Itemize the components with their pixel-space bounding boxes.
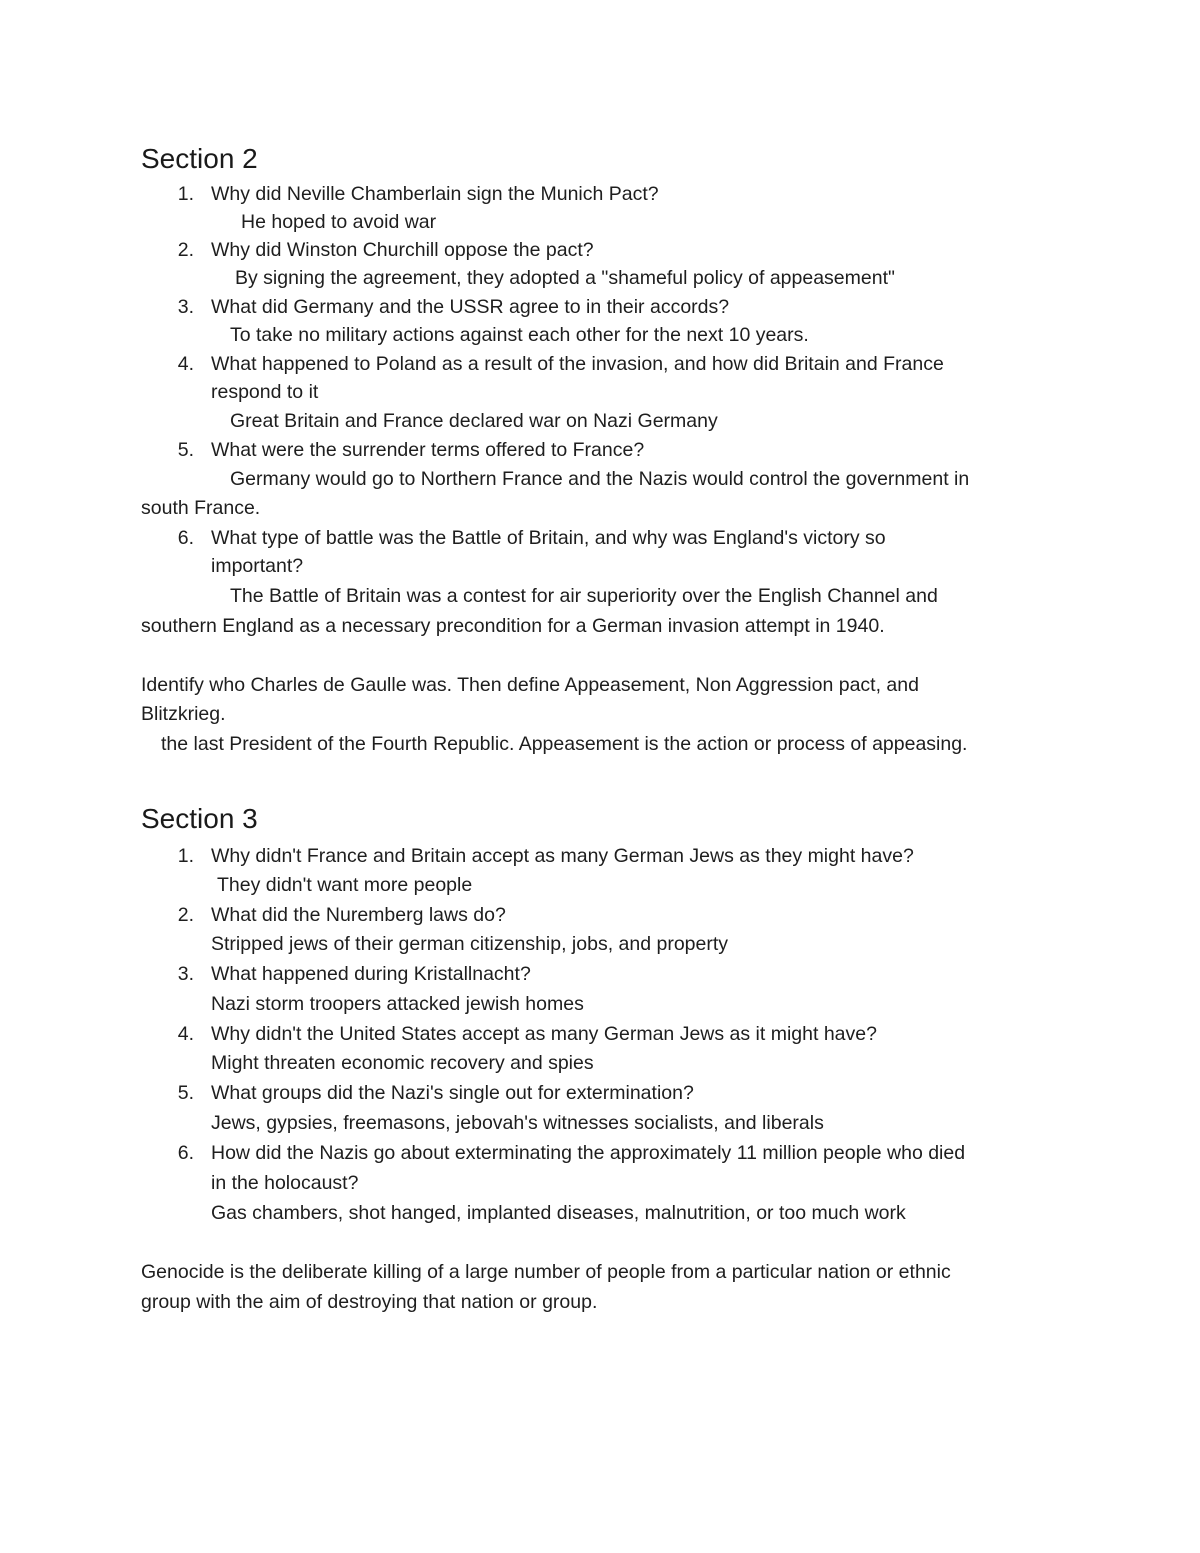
s3-q3-number: 3. <box>177 963 194 985</box>
s2-q2-answer: By signing the agreement, they adopted a "shameful policy of appeasement" <box>235 267 895 289</box>
s2-q2-number: 2. <box>177 239 194 261</box>
s3-q2-question: What did the Nuremberg laws do? <box>211 904 506 926</box>
s3-q4-answer: Might threaten economic recovery and spies <box>211 1052 594 1074</box>
s2-q4-question-line2: respond to it <box>211 381 319 403</box>
s3-q1-question: Why didn't France and Britain accept as many German Jews as they might have? <box>211 845 914 867</box>
section-3-title: Section 3 <box>141 803 258 834</box>
s2-q1-question: Why did Neville Chamberlain sign the Munich Pact? <box>211 183 659 205</box>
s2-q4-number: 4. <box>177 353 194 375</box>
s2-q2-question: Why did Winston Churchill oppose the pact? <box>211 239 594 261</box>
s3-q1-number: 1. <box>177 845 194 867</box>
s2-q4-question-line1: What happened to Poland as a result of the invasion, and how did Britain and France <box>211 353 944 375</box>
s2-q5-answer-line1: Germany would go to Northern France and the Nazis would control the government in <box>230 468 970 490</box>
s2-q4-answer: Great Britain and France declared war on Nazi Germany <box>230 410 718 432</box>
s3-q3-answer: Nazi storm troopers attacked jewish homes <box>211 993 584 1015</box>
s3-q6-number: 6. <box>177 1142 194 1164</box>
s3-q5-answer: Jews, gypsies, freemasons, jebovah's witnesses socialists, and liberals <box>211 1112 824 1134</box>
s2-q5-number: 5. <box>177 439 194 461</box>
section-2-title: Section 2 <box>141 143 258 174</box>
s3-q5-question: What groups did the Nazi's single out for extermination? <box>211 1082 694 1104</box>
s2-q1-number: 1. <box>177 183 194 205</box>
s3-q5-number: 5. <box>177 1082 194 1104</box>
s2-q6-number: 6. <box>177 527 194 549</box>
s3-q3-question: What happened during Kristallnacht? <box>211 963 531 985</box>
s3-q4-number: 4. <box>177 1023 194 1045</box>
s3-q2-number: 2. <box>177 904 194 926</box>
s2-q5-question: What were the surrender terms offered to France? <box>211 439 645 461</box>
s3-q1-answer: They didn't want more people <box>217 874 473 896</box>
s3-q4-question: Why didn't the United States accept as many German Jews as it might have? <box>211 1023 877 1045</box>
s3-q6-answer: Gas chambers, shot hanged, implanted diseases, malnutrition, or too much work <box>211 1202 906 1224</box>
s2-q6-answer-line2: southern England as a necessary precondition for a German invasion attempt in 1940. <box>141 615 885 637</box>
s2-q3-answer: To take no military actions against each other for the next 10 years. <box>230 324 809 346</box>
s2-q6-question-line2: important? <box>211 555 304 577</box>
s3-q6-question-line1: How did the Nazis go about exterminating the approximately 11 million people who died <box>211 1142 966 1164</box>
s2-q3-number: 3. <box>177 296 194 318</box>
s3-genocide-line1: Genocide is the deliberate killing of a large number of people from a particular nation or ethnic <box>141 1261 951 1283</box>
s2-q1-answer: He hoped to avoid war <box>241 211 437 233</box>
s2-q5-answer-line2: south France. <box>141 497 261 519</box>
s3-q2-answer: Stripped jews of their german citizenship, jobs, and property <box>211 933 729 955</box>
s3-q6-question-line2: in the holocaust? <box>211 1172 359 1194</box>
s2-prompt-line1: Identify who Charles de Gaulle was. Then define Appeasement, Non Aggression pact, and <box>141 674 919 696</box>
s2-q6-question-line1: What type of battle was the Battle of Britain, and why was England's victory so <box>211 527 886 549</box>
s3-genocide-line2: group with the aim of destroying that nation or group. <box>141 1291 598 1313</box>
s2-q3-question: What did Germany and the USSR agree to in their accords? <box>211 296 730 318</box>
s2-q6-answer-line1: The Battle of Britain was a contest for air superiority over the English Channel and <box>230 585 938 607</box>
s2-prompt-line2: Blitzkrieg. <box>141 703 226 725</box>
s2-prompt-answer: the last President of the Fourth Republic. Appeasement is the action or process of appeasing. <box>161 733 968 755</box>
